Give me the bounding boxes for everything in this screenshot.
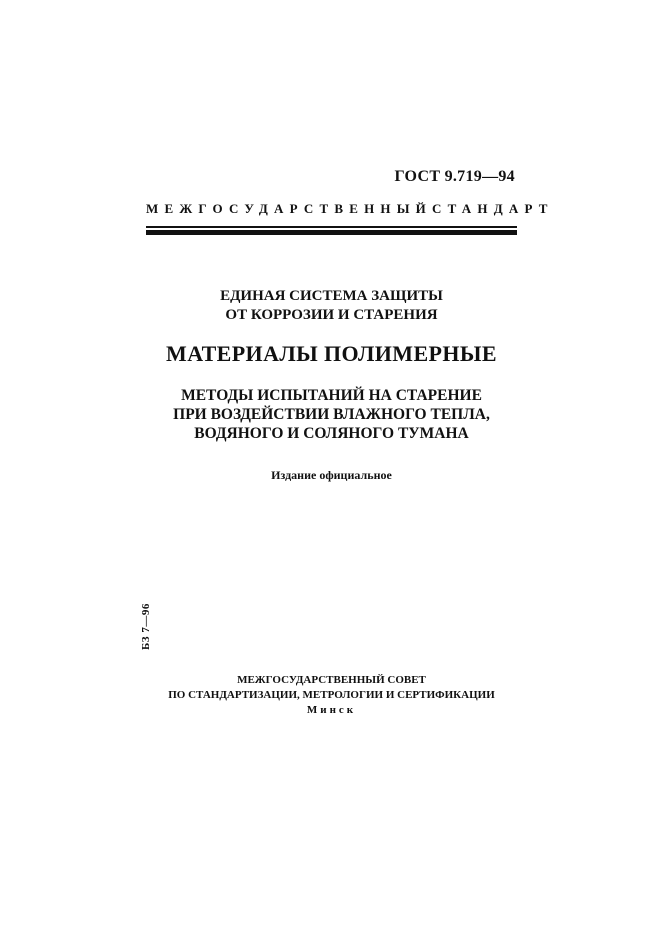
standard-type-heading [146, 201, 554, 217]
side-code: БЗ 7—96 [140, 603, 152, 650]
series-line-1: ЕДИНАЯ СИСТЕМА ЗАЩИТЫ [220, 288, 443, 304]
header-rule-thin [146, 226, 517, 228]
subtitle-line-3: ВОДЯНОГО И СОЛЯНОГО ТУМАНА [194, 425, 469, 442]
subtitle-line-1: МЕТОДЫ ИСПЫТАНИЙ НА СТАРЕНИЕ [181, 387, 482, 404]
header-rule-thick [146, 230, 517, 235]
standard-series-title [146, 287, 517, 325]
publisher-city: Минск [306, 704, 357, 716]
main-title: МАТЕРИАЛЫ ПОЛИМЕРНЫЕ [166, 341, 497, 366]
document-number: ГОСТ 9.719—94 [394, 168, 515, 185]
publisher-line-1: МЕЖГОСУДАРСТВЕННЫЙ СОВЕТ [237, 674, 426, 686]
document-subtitle [146, 386, 517, 443]
subtitle-line-2: ПРИ ВОЗДЕЙСТВИИ ВЛАЖНОГО ТЕПЛА, [173, 406, 490, 423]
edition-note: Издание официальное [271, 468, 392, 482]
publisher-block [146, 673, 517, 718]
standard-type-left: МЕЖГОСУДАРСТВЕННЫЙ [146, 201, 432, 216]
publisher-line-2: ПО СТАНДАРТИЗАЦИИ, МЕТРОЛОГИИ И СЕРТИФИКАЦИИ [168, 689, 495, 701]
series-line-2: ОТ КОРРОЗИИ И СТАРЕНИЯ [225, 307, 438, 323]
standard-type-right: СТАНДАРТ [432, 201, 554, 216]
